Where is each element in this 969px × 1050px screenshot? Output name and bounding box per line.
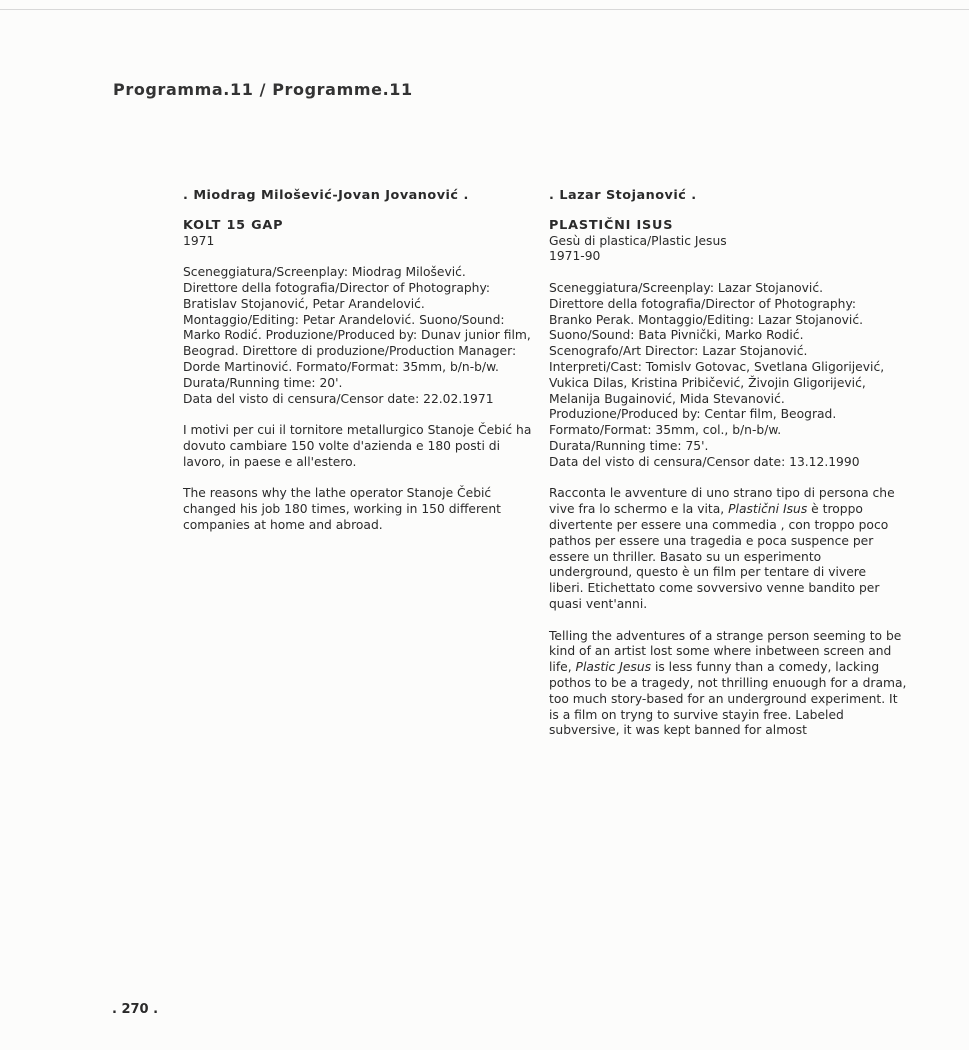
left-synopsis-italian: [183, 423, 533, 470]
right-year: 1971-90: [549, 249, 601, 264]
credit-line: Montaggio/Editing: Petar Arandelović. Suono/Sound:: [183, 312, 505, 327]
credit-line: Formato/Format: 35mm, col., b/n-b/w.: [549, 423, 782, 438]
synopsis-line: Racconta le avventure di uno strano tipo di persona che: [549, 486, 895, 501]
credit-line: Durata/Running time: 20'.: [183, 375, 343, 390]
credit-line: Direttore della fotografia/Director of Photography:: [549, 296, 856, 311]
synopsis-line: [549, 502, 899, 518]
credit-line: Direttore della fotografia/Director of Photography:: [183, 280, 490, 295]
left-director: . Miodrag Milošević-Jovan Jovanović .: [183, 188, 469, 203]
synopsis-line: too much story-based for an underground experiment. It: [549, 691, 898, 706]
right-column: [549, 188, 907, 739]
synopsis-line: changed his job 180 times, working in 150 different: [183, 502, 501, 517]
synopsis-text: life,: [549, 660, 576, 675]
synopsis-line: pothos to be a tragedy, not thrilling enuough for a drama,: [549, 675, 907, 690]
credit-line: Scenografo/Art Director: Lazar Stojanović.: [549, 344, 808, 359]
synopsis-text: è troppo: [807, 502, 863, 517]
credit-line: Melanija Bugainović, Mida Stevanović.: [549, 391, 785, 406]
left-year: 1971: [183, 233, 215, 248]
credit-line: Marko Rodić. Produzione/Produced by: Dunav junior film,: [183, 328, 531, 343]
credit-line: Dorde Martinović. Formato/Format: 35mm, b/n-b/w.: [183, 359, 499, 374]
credit-line: Data del visto di censura/Censor date: 22.02.1971: [183, 391, 494, 406]
synopsis-line: quasi vent'anni.: [549, 596, 648, 611]
right-credits: [549, 281, 899, 471]
left-synopsis-english: [183, 486, 533, 533]
synopsis-line: kind of an artist lost some where inbetween screen and: [549, 644, 892, 659]
credit-line: Data del visto di censura/Censor date: 13.12.1990: [549, 454, 860, 469]
synopsis-line: subversive, it was kept banned for almost: [549, 723, 807, 738]
synopsis-text: vive fra lo schermo e la vita,: [549, 502, 729, 517]
synopsis-line: dovuto cambiare 150 volte d'azienda e 180 posti di: [183, 438, 500, 453]
credit-line: Produzione/Produced by: Centar film, Beograd.: [549, 407, 837, 422]
synopsis-line: essere un thriller. Basato su un esperimento: [549, 549, 822, 564]
synopsis-line: Telling the adventures of a strange person seeming to be: [549, 628, 902, 643]
right-synopsis-italian: [549, 486, 899, 612]
synopsis-line: The reasons why the lathe operator Stanoje Čebić: [183, 486, 492, 501]
synopsis-text: is less funny than a comedy, lacking: [651, 660, 880, 675]
synopsis-line: lavoro, in paese e all'estero.: [183, 454, 357, 469]
right-director: . Lazar Stojanović .: [549, 188, 697, 203]
right-subtitle: Gesù di plastica/Plastic Jesus: [549, 233, 727, 248]
film-title-italic: Plastični Isus: [728, 502, 808, 517]
film-title-italic: Plastic Jesus: [575, 660, 652, 675]
left-column: [183, 188, 533, 534]
credit-line: Beograd. Direttore di produzione/Production Manager:: [183, 344, 517, 359]
left-credits: [183, 265, 533, 407]
synopsis-line: [549, 660, 899, 676]
synopsis-line: I motivi per cui il tornitore metallurgico Stanoje Čebić ha: [183, 423, 532, 438]
synopsis-line: pathos per essere una tragedia e poca suspence per: [549, 533, 874, 548]
page-header: Programma.11 / Programme.11: [113, 80, 413, 99]
credit-line: Branko Perak. Montaggio/Editing: Lazar Stojanović.: [549, 312, 863, 327]
page-number: . 270 .: [112, 1002, 159, 1017]
credit-line: Interpreti/Cast: Tomislv Gotovac, Svetlana Gligorijević,: [549, 359, 885, 374]
synopsis-line: companies at home and abroad.: [183, 517, 383, 532]
credit-line: Vukica Dilas, Kristina Pribičević, Živojin Gligorijević,: [549, 375, 866, 390]
top-rule: [0, 9, 969, 10]
right-film-title: PLASTIČNI ISUS: [549, 217, 674, 233]
credit-line: Sceneggiatura/Screenplay: Miodrag Milošević.: [183, 265, 466, 280]
credit-line: Bratislav Stojanović, Petar Arandelović.: [183, 296, 425, 311]
credit-line: Sceneggiatura/Screenplay: Lazar Stojanović.: [549, 280, 823, 295]
synopsis-line: underground, questo è un film per tentare di vivere: [549, 565, 867, 580]
synopsis-line: divertente per essere una commedia , con troppo poco: [549, 517, 889, 532]
synopsis-line: is a film on tryng to survive stayin free. Labeled: [549, 707, 844, 722]
left-film-title: KOLT 15 GAP: [183, 217, 284, 233]
credit-line: Durata/Running time: 75'.: [549, 438, 709, 453]
synopsis-line: liberi. Etichettato come sovversivo venne bandito per: [549, 581, 880, 596]
right-synopsis-english: [549, 628, 907, 740]
credit-line: Suono/Sound: Bata Pivnički, Marko Rodić.: [549, 328, 804, 343]
